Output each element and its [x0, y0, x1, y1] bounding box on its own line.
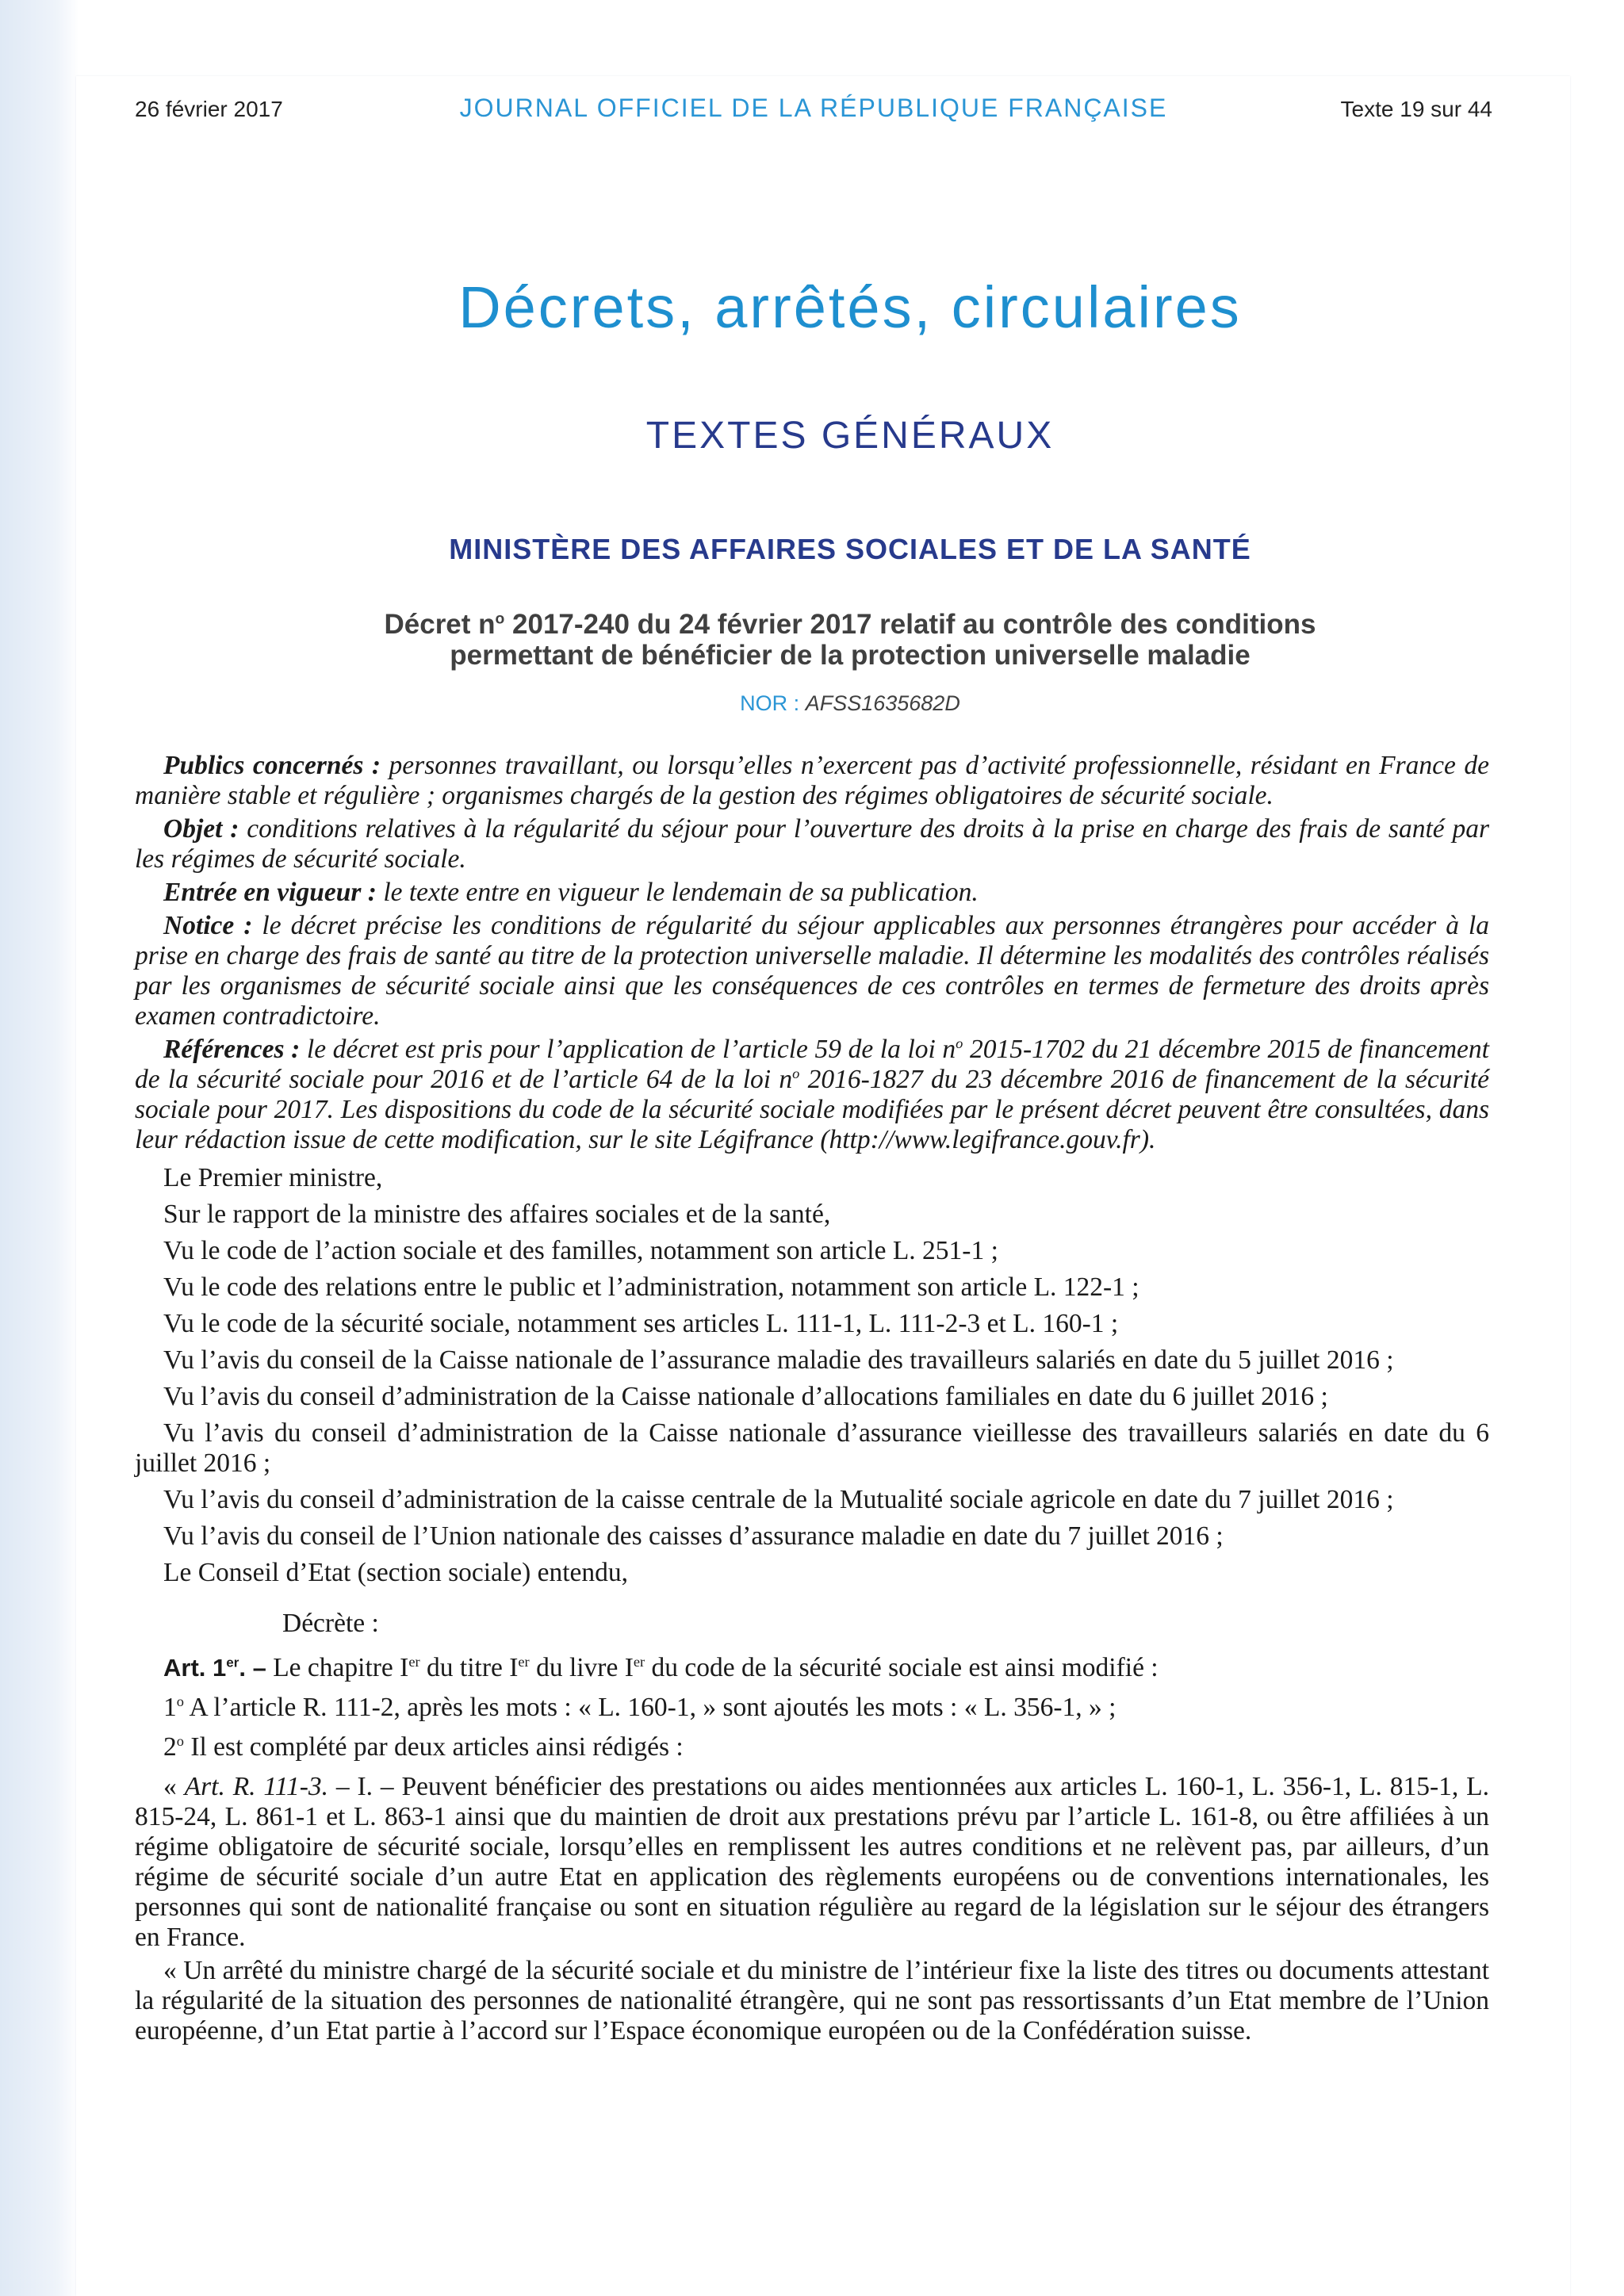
- preamble-line: Vu l’avis du conseil d’administration de la caisse centrale de la Mutualité sociale agricole en date du 7 juillet 2016 ;: [163, 1485, 1394, 1514]
- summary-block: [135, 751, 1489, 1155]
- summary-text: le texte entre en vigueur le lendemain de sa publication.: [376, 878, 979, 907]
- article-1-number: Art. 1: [163, 1654, 227, 1682]
- header-journal-title: JOURNAL OFFICIEL DE LA RÉPUBLIQUE FRANÇAISE: [459, 94, 1168, 122]
- summary-paragraph: [135, 878, 1489, 908]
- document-body: [135, 751, 1489, 2056]
- item-text: A l’article R. 111-2, après les mots : « L. 160-1, » sont ajoutés les mots : « L. 356-1, » ;: [183, 1693, 1116, 1722]
- article-1-text: du code de la sécurité sociale est ainsi modifié :: [645, 1653, 1159, 1682]
- decrete-line: Décrète :: [282, 1609, 379, 1638]
- preamble-line: Vu le code de la sécurité sociale, notamment ses articles L. 111-1, L. 111-2-3 et L. 160-1 ;: [163, 1309, 1119, 1338]
- article-1-text: du titre I: [419, 1653, 519, 1682]
- decree-title-prefix: Décret n: [384, 609, 496, 640]
- summary-paragraph: [135, 814, 1489, 874]
- preamble-line: Vu le code de l’action sociale et des familles, notamment son article L. 251-1 ;: [163, 1236, 998, 1265]
- summary-label: Entrée en vigueur :: [163, 878, 377, 907]
- quote-open: «: [163, 1772, 185, 1801]
- article-1-item-2: [135, 1732, 1489, 1762]
- nor-value: AFSS1635682D: [805, 691, 960, 715]
- preamble-line: Vu l’avis du conseil d’administration de la Caisse nationale d’assurance vieillesse des travailleurs salariés en date du 6 juillet 2016 ;: [135, 1418, 1489, 1478]
- article-r111-3-label: Art. R. 111-3.: [184, 1772, 328, 1801]
- preamble-line: Le Premier ministre,: [163, 1163, 383, 1192]
- preamble-line: Vu le code des relations entre le public et l’administration, notamment son article L. 122-1 ;: [163, 1272, 1139, 1302]
- summary-paragraph: [135, 911, 1489, 1031]
- references-text: 2016-1827 du 23 décembre 2016 de financement de la sécurité sociale pour 2017. Les dispositions du code de la sécurité sociale modifiées par le présent décret peuvent être consultées, dans leur rédaction issue de cette modification, sur le site Légifrance (http://www.legifrance.gouv.fr).: [135, 1065, 1489, 1154]
- summary-text: le décret précise les conditions de régularité du séjour applicables aux personnes étrangères pour accéder à la prise en charge des frais de santé au titre de la protection universelle maladie. Il détermine les modalités des contrôles réalisés par les organismes de sécurité sociale ainsi que les conséquences de ces contrôles en termes de fermeture des droits après examen contradictoire.: [135, 911, 1489, 1031]
- preamble-line: Vu l’avis du conseil de la Caisse nationale de l’assurance maladie des travailleurs salariés en date du 5 juillet 2016 ;: [163, 1345, 1394, 1375]
- references-label: Références :: [163, 1035, 301, 1064]
- article-1-heading: [135, 1653, 1489, 1683]
- subsection-title: TEXTES GÉNÉRAUX: [645, 415, 1055, 457]
- nor-reference: [76, 691, 1624, 716]
- item-number: 1: [163, 1693, 177, 1722]
- preamble-line: Sur le rapport de la ministre des affaires sociales et de la santé,: [163, 1200, 831, 1229]
- header-date: 26 février 2017: [135, 97, 283, 121]
- article-1-item-1: [135, 1693, 1489, 1723]
- article-1-sup: er: [633, 1653, 645, 1670]
- decree-title: [76, 609, 1624, 671]
- preamble-block: [135, 1163, 1489, 1588]
- summary-label: Objet :: [163, 814, 239, 844]
- references-sup: o: [956, 1035, 963, 1051]
- ministry-title: MINISTÈRE DES AFFAIRES SOCIALES ET DE LA SANTÉ: [449, 533, 1251, 565]
- article-1-number-sup: er: [226, 1655, 239, 1670]
- references-text: 2015-1702 du 21 décembre 2015 de financement de la sécurité sociale pour 2016 et de l’article 64 de la loi n: [135, 1035, 1489, 1094]
- article-1-dash: . –: [239, 1654, 266, 1682]
- references-sup: o: [792, 1065, 800, 1081]
- article-1-label: [163, 1654, 266, 1682]
- references-paragraph: [135, 1035, 1489, 1155]
- item-number-sup: o: [176, 1693, 184, 1709]
- summary-text: personnes travaillant, ou lorsqu’elles n’exercent pas d’activité professionnelle, résidant en France de manière stable et régulière ; organismes chargés de la gestion des régimes obligatoires de sécurité sociale.: [135, 751, 1489, 810]
- decree-title-line2: permettant de bénéficier de la protection universelle maladie: [450, 640, 1251, 671]
- preamble-line: Le Conseil d’Etat (section sociale) entendu,: [163, 1558, 629, 1587]
- references-text: le décret est pris pour l’application de l’article 59 de la loi n: [300, 1035, 956, 1064]
- section-title: Décrets, arrêtés, circulaires: [458, 274, 1242, 340]
- item-number-sup: o: [176, 1732, 184, 1749]
- summary-label: Notice :: [163, 911, 253, 940]
- article-1-text: du livre I: [529, 1653, 634, 1682]
- article-1: [135, 1653, 1489, 2046]
- article-1-sup: er: [408, 1653, 420, 1670]
- page-header: [135, 94, 1492, 128]
- item-text: Il est complété par deux articles ainsi rédigés :: [183, 1732, 684, 1762]
- preamble-line: Vu l’avis du conseil d’administration de la Caisse nationale d’allocations familiales en date du 6 juillet 2016 ;: [163, 1382, 1328, 1411]
- header-text-number: Texte 19 sur 44: [1340, 97, 1492, 121]
- item-number: 2: [163, 1732, 177, 1762]
- article-1-sup: er: [518, 1653, 530, 1670]
- summary-text: conditions relatives à la régularité du séjour pour l’ouverture des droits à la prise en charge des frais de santé par les régimes de sécurité sociale.: [135, 814, 1489, 874]
- article-1-text: Le chapitre I: [266, 1653, 409, 1682]
- summary-paragraph: [135, 751, 1489, 811]
- preamble-line: Vu l’avis du conseil de l’Union nationale des caisses d’assurance maladie en date du 7 juillet 2016 ;: [163, 1521, 1224, 1551]
- decree-title-line1: 2017-240 du 24 février 2017 relatif au contrôle des conditions: [504, 609, 1316, 640]
- article-r111-3-text: – I. – Peuvent bénéficier des prestations ou aides mentionnées aux articles L. 160-1, L. 356-1, L. 815-1, L. 815-24, L. 861-1 et L. 863-1 ainsi que du maintien de droit aux prestations prévu par l’article L. 161-8, ou être affiliées à un régime obligatoire de sécurité sociale, lorsqu’elles en remplissent les autres conditions et ne relèvent pas, par ailleurs, d’un régime de sécurité sociale d’un autre Etat en application des règlements européens ou de conventions internationales, les personnes qui sont de nationalité française ou sont en situation régulière au regard de la législation sur le séjour des étrangers en France.: [135, 1772, 1490, 1952]
- article-r111-3-paragraph: [135, 1772, 1489, 1953]
- summary-label: Publics concernés :: [163, 751, 381, 780]
- decree-title-sup: o: [495, 610, 505, 628]
- nor-label: NOR :: [740, 691, 806, 715]
- arrete-paragraph: « Un arrêté du ministre chargé de la sécurité sociale et du ministre de l’intérieur fixe la liste des titres ou documents attestant la régularité de la situation des personnes de nationalité étrangère, qui ne sont pas ressortissants d’un Etat membre de l’Union européenne, d’un Etat partie à l’accord sur l’Espace économique européen ou de la Confédération suisse.: [135, 1956, 1489, 2045]
